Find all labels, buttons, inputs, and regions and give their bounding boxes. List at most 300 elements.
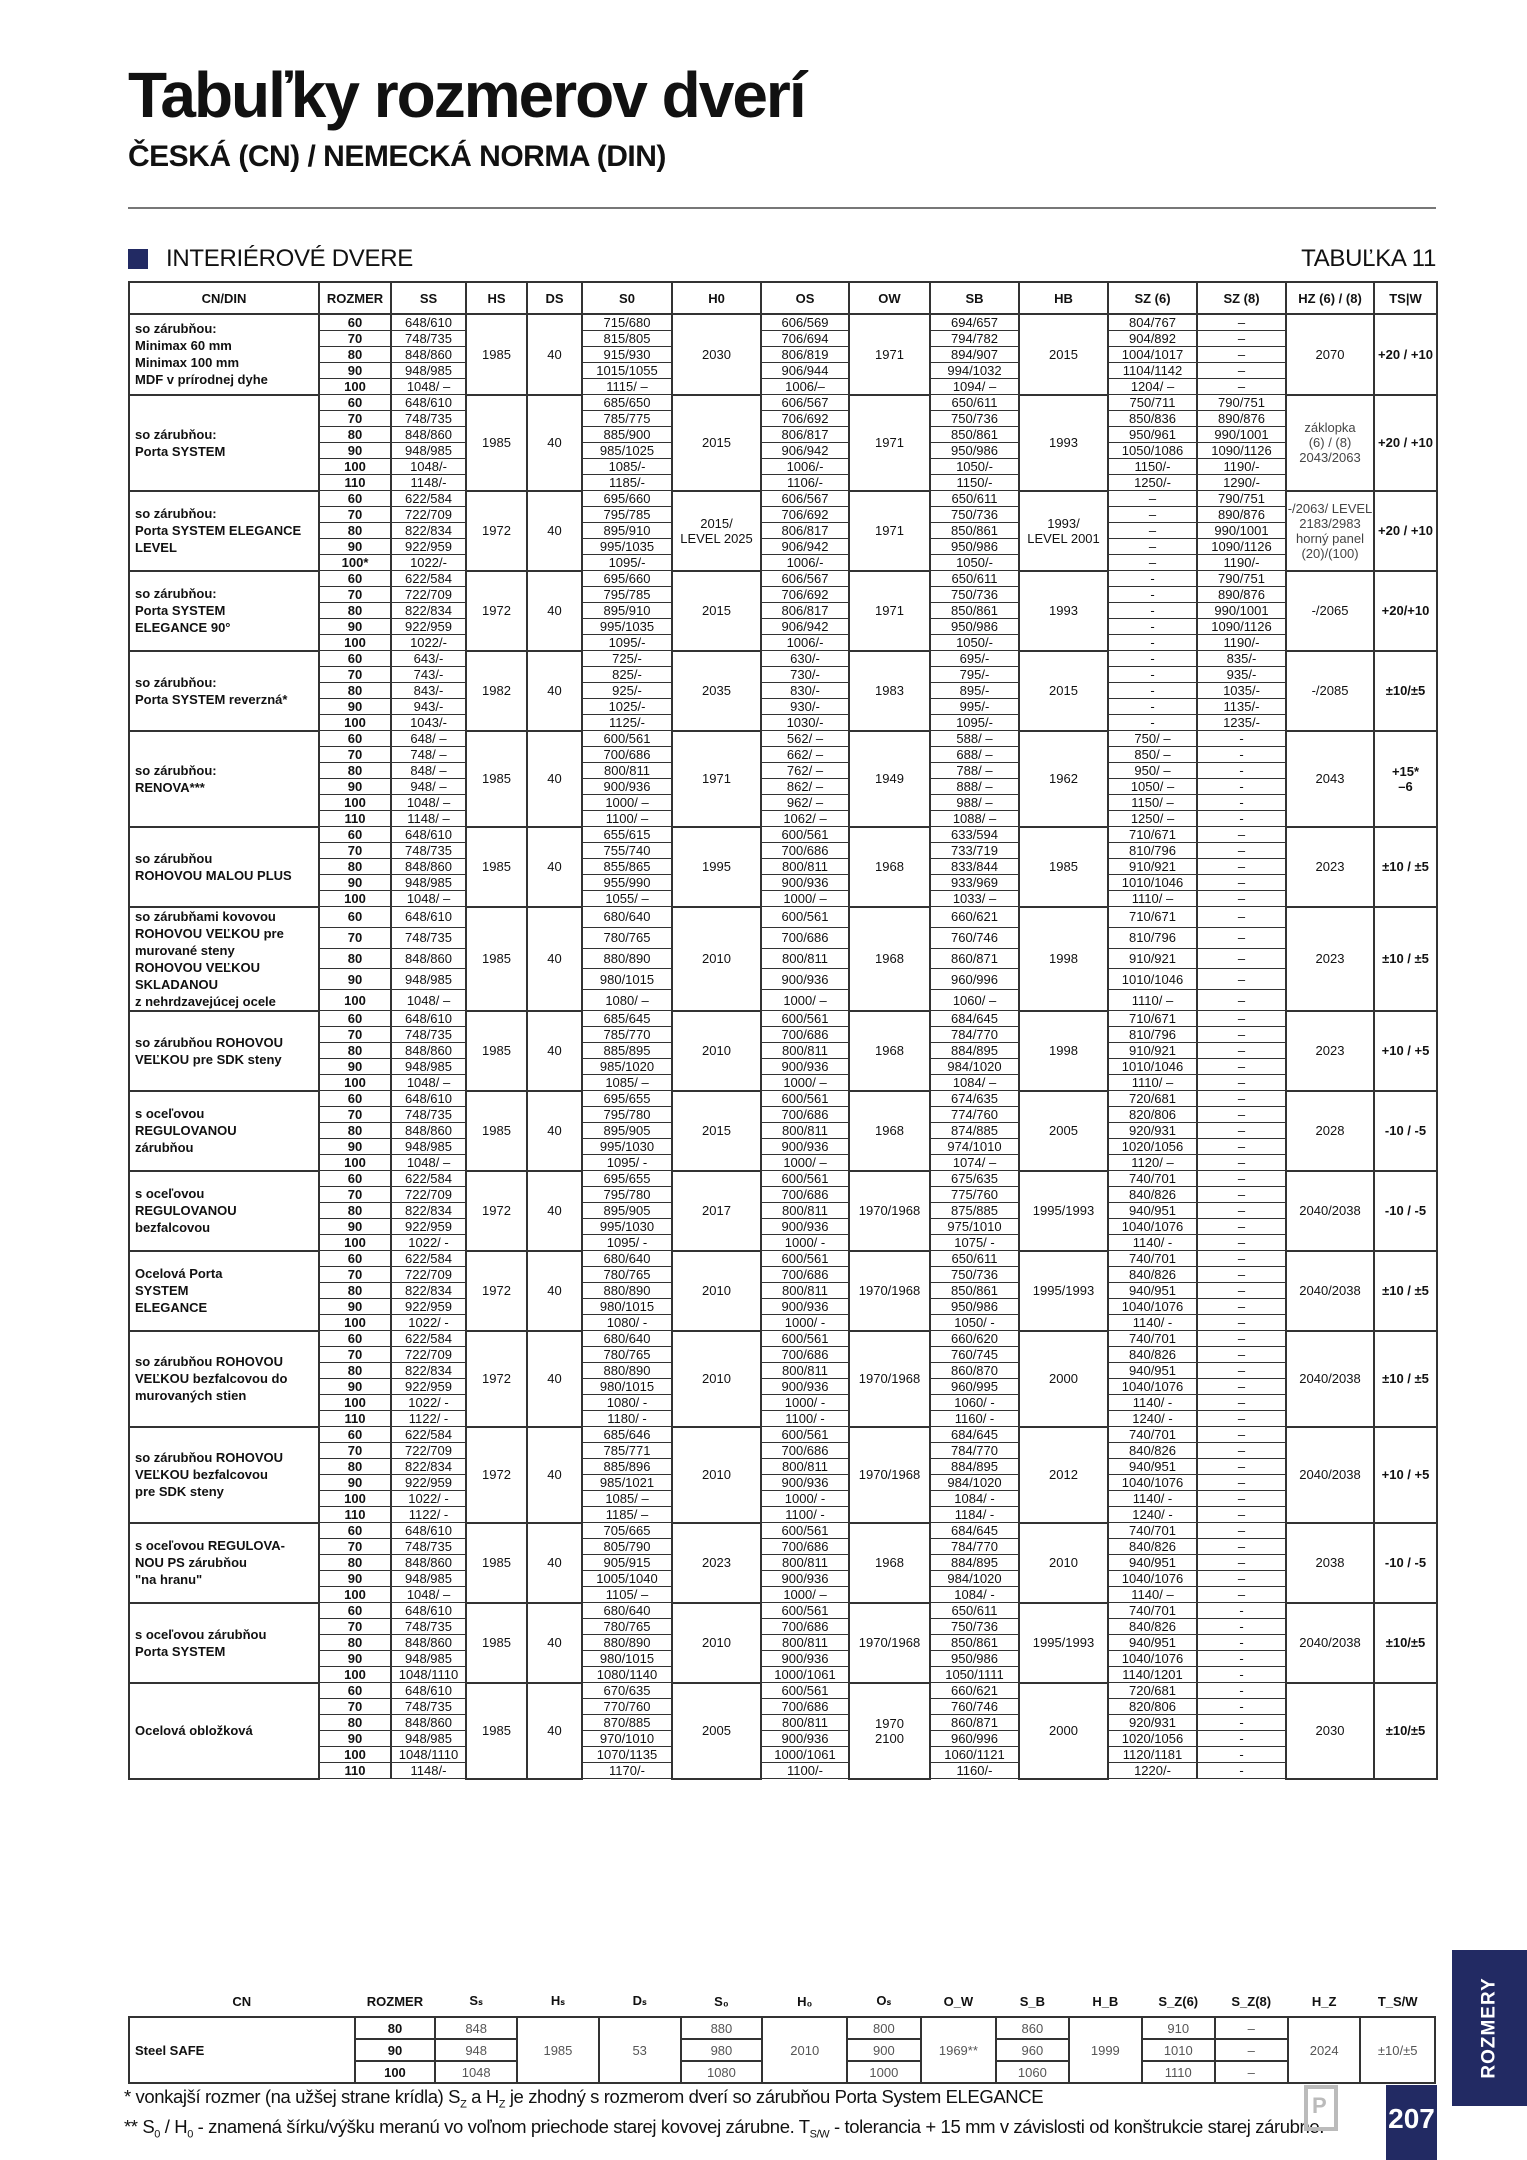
cell-os: 1000/ –	[761, 1587, 849, 1603]
table-row	[129, 1699, 1437, 1715]
cell-os: 800/811	[761, 1363, 849, 1379]
cell-sz8: –	[1197, 1571, 1286, 1587]
cell-sz8: –	[1197, 1507, 1286, 1523]
cell-rozmer: 80	[319, 347, 391, 363]
cell-sb: 1084/ -	[930, 1587, 1019, 1603]
cell-sz8: –	[1197, 379, 1286, 395]
cell-sz8: –	[1197, 1043, 1286, 1059]
cell-h0: 2010	[672, 1603, 761, 1683]
cell-sz6: 1140/ –	[1108, 1587, 1197, 1603]
cell-ss: 748/735	[391, 1107, 466, 1123]
steel-safe-column-header: T_S/W	[1377, 1993, 1418, 2009]
table-row	[129, 1443, 1437, 1459]
cell-sz6: 1140/1201	[1108, 1667, 1197, 1683]
cell-s0: 1080/ -	[582, 1315, 672, 1331]
table-row	[129, 1107, 1437, 1123]
cell-sz6: 740/701	[1108, 1427, 1197, 1443]
cell-rozmer: 90	[319, 363, 391, 379]
steel-safe-column-header: Sₛ	[469, 1993, 483, 2008]
table-row	[129, 1379, 1437, 1395]
cell-sb: 888/ –	[930, 779, 1019, 795]
cell-sz6: 710/671	[1108, 1011, 1197, 1027]
cell-os: 900/936	[761, 1219, 849, 1235]
product-label: Steel SAFE	[129, 2017, 355, 2083]
cell-os: 600/561	[761, 1603, 849, 1619]
cell-h0: 1995	[672, 827, 761, 907]
cell-ss: 748/735	[391, 331, 466, 347]
cell-sz6: 820/806	[1108, 1699, 1197, 1715]
cell-rozmer: 70	[319, 507, 391, 523]
cell-rozmer: 60	[319, 571, 391, 587]
cell-os: 806/817	[761, 603, 849, 619]
cell-hb: 2010	[1019, 1523, 1108, 1603]
cell-hs: 1985	[466, 1091, 527, 1171]
cell-sb: 1050/ -	[930, 1315, 1019, 1331]
cell-sz8: –	[1197, 1267, 1286, 1283]
cell-ds: 40	[527, 651, 582, 731]
steel-safe-column-header: CN	[232, 1993, 252, 2009]
cell-sz8: –	[1197, 1411, 1286, 1427]
cell-os: 600/561	[761, 1331, 849, 1347]
cell-sz8: –	[1197, 1347, 1286, 1363]
cell-sb: 1060/ -	[930, 1395, 1019, 1411]
cell-sz8: –	[1197, 990, 1286, 1011]
cell-os: 900/936	[761, 1571, 849, 1587]
steel-safe-column-header: Oₛ	[876, 1993, 892, 2008]
cell-sb: 960/996	[930, 1731, 1019, 1747]
cell-ss: 948/ –	[391, 779, 466, 795]
cell-hz: 2023	[1286, 907, 1374, 1011]
cell-os: 930/-	[761, 699, 849, 715]
cell-ds: 53	[599, 2017, 681, 2083]
cell-sz6: 1010	[1142, 2039, 1214, 2061]
cell-sz8: –	[1197, 1555, 1286, 1571]
cell-ow: 1949	[849, 731, 930, 827]
cell-rozmer: 60	[319, 491, 391, 507]
cell-ss: 648/ –	[391, 731, 466, 747]
table-row	[129, 1139, 1437, 1155]
cell-ss: 848/860	[391, 1715, 466, 1731]
cell-rozmer: 100	[319, 715, 391, 731]
product-label: so zárubňou: Porta SYSTEM ELEGANCE LEVEL	[129, 491, 319, 571]
cell-rozmer: 70	[319, 1699, 391, 1715]
cell-sz8: –	[1197, 1027, 1286, 1043]
cell-ss: 722/709	[391, 1443, 466, 1459]
cell-rozmer: 80	[319, 1283, 391, 1299]
cell-s0: 1025/-	[582, 699, 672, 715]
cell-sz6: -	[1108, 651, 1197, 667]
cell-sz8: –	[1197, 843, 1286, 859]
cell-rozmer: 70	[319, 1267, 391, 1283]
cell-sz8: –	[1197, 1059, 1286, 1075]
cell-os: 706/692	[761, 411, 849, 427]
cell-sz6: 1020/1056	[1108, 1139, 1197, 1155]
cell-s0: 795/780	[582, 1107, 672, 1123]
cell-sb: 1050/-	[930, 555, 1019, 571]
cell-sz6: -	[1108, 571, 1197, 587]
cell-hz: 2030	[1286, 1683, 1374, 1779]
cell-os: 900/936	[761, 1651, 849, 1667]
cell-sz8: –	[1197, 1299, 1286, 1315]
cell-sz8: –	[1197, 1379, 1286, 1395]
table-row	[129, 1171, 1437, 1187]
cell-os: 600/561	[761, 907, 849, 928]
cell-rozmer: 70	[319, 747, 391, 763]
cell-sb: 760/746	[930, 927, 1019, 948]
cell-s0: 1000/ –	[582, 795, 672, 811]
cell-sz6: 740/701	[1108, 1523, 1197, 1539]
table-row	[129, 603, 1437, 619]
cell-rozmer: 100	[319, 1155, 391, 1171]
cell-os: 706/692	[761, 587, 849, 603]
cell-sz8: –	[1197, 891, 1286, 907]
cell-ow: 1970/1968	[849, 1251, 930, 1331]
cell-s0: 780/765	[582, 927, 672, 948]
cell-sb: 660/621	[930, 907, 1019, 928]
cell-sb: 984/1020	[930, 1571, 1019, 1587]
cell-os: 806/819	[761, 347, 849, 363]
cell-sb: 760/745	[930, 1347, 1019, 1363]
cell-sb: 750/736	[930, 507, 1019, 523]
cell-sz8: –	[1197, 1395, 1286, 1411]
cell-rozmer: 90	[319, 619, 391, 635]
cell-rozmer: 80	[319, 1459, 391, 1475]
cell-os: 1000/1061	[761, 1667, 849, 1683]
cell-s0: 1015/1055	[582, 363, 672, 379]
table-row	[129, 1251, 1437, 1267]
table-row	[129, 1187, 1437, 1203]
cell-os: 1006/-	[761, 459, 849, 475]
cell-s0: 800/811	[582, 763, 672, 779]
cell-hs: 1985	[466, 907, 527, 1011]
cell-s0: 1095/-	[582, 635, 672, 651]
side-tab-rozmery[interactable]	[1452, 1950, 1527, 2106]
cell-sz6: 1110/ –	[1108, 891, 1197, 907]
table-row	[129, 1731, 1437, 1747]
cell-sb: 750/736	[930, 1267, 1019, 1283]
footnote-1: * vonkajší rozmer (na užšej strane krídla) $S_Z$ a $H_Z$ je zhodný s rozmerom dverí so zárubňou Porta System ELEGANCE	[124, 2086, 1044, 2111]
cell-hz: 2038	[1286, 1523, 1374, 1603]
cell-hz: 2040/2038	[1286, 1603, 1374, 1683]
cell-rozmer: 90	[319, 1139, 391, 1155]
cell-sb: 895/-	[930, 683, 1019, 699]
cell-os: 1000/ -	[761, 1491, 849, 1507]
cell-sz8: –	[1197, 1539, 1286, 1555]
table-row	[129, 1011, 1437, 1027]
cell-ds: 40	[527, 1427, 582, 1523]
cell-s0: 1085/-	[582, 459, 672, 475]
cell-os: 900	[847, 2039, 920, 2061]
cell-ts: ±10/±5	[1374, 1603, 1437, 1683]
cell-rozmer: 80	[319, 1363, 391, 1379]
cell-ts: -10 / -5	[1374, 1171, 1437, 1251]
table-row	[129, 763, 1437, 779]
cell-sb: 784/770	[930, 1443, 1019, 1459]
cell-rozmer: 110	[319, 1411, 391, 1427]
cell-s0: 1185/-	[582, 475, 672, 491]
cell-sz6: 940/951	[1108, 1203, 1197, 1219]
cell-h0: 2005	[672, 1683, 761, 1779]
cell-os: 800/811	[761, 1283, 849, 1299]
cell-sz8: –	[1197, 1491, 1286, 1507]
cell-sb: 774/760	[930, 1107, 1019, 1123]
cell-s0: 895/910	[582, 523, 672, 539]
cell-ss: 948/985	[391, 1059, 466, 1075]
cell-s0: 1095/ -	[582, 1235, 672, 1251]
cell-rozmer: 100	[319, 891, 391, 907]
cell-s0: 695/655	[582, 1091, 672, 1107]
cell-sz6: 1240/ -	[1108, 1411, 1197, 1427]
cell-os: 800/811	[761, 1123, 849, 1139]
cell-sb: 960	[996, 2039, 1068, 2061]
cell-sz6: 920/931	[1108, 1715, 1197, 1731]
cell-rozmer: 110	[319, 1763, 391, 1779]
cell-hb: 1993	[1019, 571, 1108, 651]
cell-ss: 943/-	[391, 699, 466, 715]
cell-sz8: –	[1197, 1587, 1286, 1603]
cell-os: 700/686	[761, 1443, 849, 1459]
cell-os: 700/686	[761, 927, 849, 948]
table-row	[129, 1123, 1437, 1139]
cell-h0: 2010	[762, 2017, 847, 2083]
table-row	[129, 1587, 1437, 1603]
cell-sz8: –	[1197, 1251, 1286, 1267]
cell-ts: ±10 / ±5	[1374, 1331, 1437, 1427]
cell-ts: ±10/±5	[1360, 2017, 1435, 2083]
cell-sb: 650/611	[930, 571, 1019, 587]
cell-sb: 884/895	[930, 1459, 1019, 1475]
cell-sz6: 1040/1076	[1108, 1379, 1197, 1395]
cell-s0: 855/865	[582, 859, 672, 875]
cell-rozmer: 90	[319, 1219, 391, 1235]
table-row	[129, 635, 1437, 651]
cell-s0: 685/645	[582, 1011, 672, 1027]
cell-hb: 1999	[1069, 2017, 1142, 2083]
steel-safe-column-header: O_W	[943, 1993, 974, 2009]
table-row	[129, 795, 1437, 811]
cell-ss: 843/-	[391, 683, 466, 699]
cell-s0: 880/890	[582, 948, 672, 969]
cell-s0: 980/1015	[582, 969, 672, 990]
cell-sz8: –	[1197, 1427, 1286, 1443]
table-row	[129, 1427, 1437, 1443]
cell-ss: 822/834	[391, 1283, 466, 1299]
cell-hb: 2000	[1019, 1683, 1108, 1779]
cell-ss: 743/-	[391, 667, 466, 683]
cell-s0: 695/655	[582, 1171, 672, 1187]
cell-ss: 1043/-	[391, 715, 466, 731]
cell-ss: 622/584	[391, 1331, 466, 1347]
cell-s0: 1100/ –	[582, 811, 672, 827]
cell-sb: 984/1020	[930, 1475, 1019, 1491]
cell-sz8: 1235/-	[1197, 715, 1286, 731]
cell-sz8: 990/1001	[1197, 427, 1286, 443]
cell-hb: 1993	[1019, 395, 1108, 491]
cell-s0: 1005/1040	[582, 1571, 672, 1587]
footnote-2: ** $S_0 / H_0$ - znamená šírku/výšku meranú vo voľnom priechode starej kovovej zárubne. $T_{S/W}$ - tolerancia + 15 mm v závislosti od konštrukcie starej zárubne.	[124, 2115, 1325, 2141]
cell-hs: 1985	[466, 1523, 527, 1603]
column-header: HS	[466, 282, 527, 314]
cell-ow: 1971	[849, 491, 930, 571]
cell-h0: 2015/ LEVEL 2025	[672, 491, 761, 571]
cell-ow: 1970/1968	[849, 1427, 930, 1523]
cell-ds: 40	[527, 1011, 582, 1091]
cell-sb: 850/861	[930, 603, 1019, 619]
cell-ow: 1970/1968	[849, 1171, 930, 1251]
table-row	[129, 969, 1437, 990]
cell-ss: 643/-	[391, 651, 466, 667]
cell-sz8: -	[1197, 1731, 1286, 1747]
cell-os: 900/936	[761, 1059, 849, 1075]
cell-s0: 795/780	[582, 1187, 672, 1203]
cell-sb: 860/870	[930, 1363, 1019, 1379]
cell-ow: 1968	[849, 827, 930, 907]
cell-os: 1000/ –	[761, 990, 849, 1011]
cell-hb: 2012	[1019, 1427, 1108, 1523]
cell-sb: 633/594	[930, 827, 1019, 843]
cell-rozmer: 60	[319, 731, 391, 747]
table-row	[129, 331, 1437, 347]
cell-sz6: 1040/1076	[1108, 1571, 1197, 1587]
cell-rozmer: 90	[319, 1475, 391, 1491]
cell-s0: 670/635	[582, 1683, 672, 1699]
cell-os: 800/811	[761, 1635, 849, 1651]
cell-sz8: -	[1197, 1651, 1286, 1667]
cell-sb: 750/736	[930, 411, 1019, 427]
cell-h0: 1971	[672, 731, 761, 827]
cell-sb: 988/ –	[930, 795, 1019, 811]
cell-sb: 1095/-	[930, 715, 1019, 731]
table-row	[129, 587, 1437, 603]
column-header: TS|W	[1374, 282, 1437, 314]
steel-safe-row	[129, 2017, 1435, 2039]
cell-hz: 2028	[1286, 1091, 1374, 1171]
cell-sz8: 935/-	[1197, 667, 1286, 683]
cell-sz6: –	[1108, 539, 1197, 555]
cell-sz8: -	[1197, 1683, 1286, 1699]
cell-os: 600/561	[761, 1427, 849, 1443]
cell-s0: 780/765	[582, 1619, 672, 1635]
cell-sb: 695/-	[930, 651, 1019, 667]
cell-rozmer: 60	[319, 907, 391, 928]
table-row	[129, 491, 1437, 507]
cell-ss: 848/860	[391, 1043, 466, 1059]
cell-sz6: 1120/1181	[1108, 1747, 1197, 1763]
cell-ss: 748/735	[391, 1619, 466, 1635]
cell-rozmer: 110	[319, 1507, 391, 1523]
column-header: OS	[761, 282, 849, 314]
product-label: so zárubňou: RENOVA***	[129, 731, 319, 827]
cell-ss: 722/709	[391, 1267, 466, 1283]
cell-hb: 1998	[1019, 1011, 1108, 1091]
table-row	[129, 1539, 1437, 1555]
cell-sz8: –	[1197, 1315, 1286, 1331]
cell-os: 600/561	[761, 1171, 849, 1187]
cell-s0: 980/1015	[582, 1651, 672, 1667]
cell-rozmer: 90	[355, 2039, 436, 2061]
table-row	[129, 571, 1437, 587]
table-row	[129, 1475, 1437, 1491]
cell-s0: 1105/ –	[582, 1587, 672, 1603]
cell-ss: 748/735	[391, 927, 466, 948]
cell-sb: 1075/ -	[930, 1235, 1019, 1251]
cell-ts: +15* –6	[1374, 731, 1437, 827]
table-row	[129, 539, 1437, 555]
cell-rozmer: 70	[319, 1443, 391, 1459]
cell-sb: 884/895	[930, 1043, 1019, 1059]
cell-s0: 1070/1135	[582, 1747, 672, 1763]
cell-ss: 1048/1110	[391, 1747, 466, 1763]
cell-s0: 1115/ –	[582, 379, 672, 395]
cell-hz: 2023	[1286, 1011, 1374, 1091]
cell-ds: 40	[527, 1331, 582, 1427]
cell-rozmer: 90	[319, 969, 391, 990]
cell-rozmer: 90	[319, 539, 391, 555]
cell-sz8: -	[1197, 1603, 1286, 1619]
cell-os: 1030/-	[761, 715, 849, 731]
cell-sz6: 1150/ –	[1108, 795, 1197, 811]
cell-sb: 995/-	[930, 699, 1019, 715]
cell-rozmer: 80	[319, 683, 391, 699]
cell-rozmer: 80	[319, 427, 391, 443]
cell-s0: 695/660	[582, 491, 672, 507]
column-header: HB	[1019, 282, 1108, 314]
cell-rozmer: 60	[319, 1523, 391, 1539]
cell-sz8: -	[1197, 747, 1286, 763]
table-row	[129, 1059, 1437, 1075]
side-tab-label: ROZMERY	[1478, 1977, 1500, 2079]
cell-sz8: –	[1197, 331, 1286, 347]
cell-sz6: 1120/ –	[1108, 1155, 1197, 1171]
cell-s0: 985/1025	[582, 443, 672, 459]
cell-sz8: -	[1197, 811, 1286, 827]
cell-hz: 2040/2038	[1286, 1171, 1374, 1251]
cell-sz8: –	[1215, 2017, 1288, 2039]
cell-ss: 748/735	[391, 411, 466, 427]
table-row	[129, 1331, 1437, 1347]
table-row	[129, 1747, 1437, 1763]
column-header: ROZMER	[319, 282, 391, 314]
cell-rozmer: 100	[319, 1075, 391, 1091]
cell-ss: 1148/-	[391, 1763, 466, 1779]
cell-sz8: –	[1197, 1123, 1286, 1139]
cell-ss: 648/610	[391, 314, 466, 331]
steel-safe-column-header: ROZMER	[366, 1993, 424, 2009]
cell-s0: 895/905	[582, 1123, 672, 1139]
cell-os: 700/686	[761, 1619, 849, 1635]
cell-rozmer: 70	[319, 1539, 391, 1555]
cell-sz6: 1110/ –	[1108, 990, 1197, 1011]
cell-os: 700/686	[761, 1027, 849, 1043]
cell-os: 730/-	[761, 667, 849, 683]
cell-sb: 784/770	[930, 1027, 1019, 1043]
door-dimensions-table	[128, 281, 1438, 1780]
cell-rozmer: 70	[319, 411, 391, 427]
cell-rozmer: 100*	[319, 555, 391, 571]
cell-sz6: –	[1108, 555, 1197, 571]
cell-os: 900/936	[761, 875, 849, 891]
cell-rozmer: 60	[319, 827, 391, 843]
cell-ss: 848/860	[391, 347, 466, 363]
cell-sb: 750/736	[930, 587, 1019, 603]
cell-sb: 650/611	[930, 395, 1019, 411]
cell-sz6: 840/826	[1108, 1539, 1197, 1555]
cell-ow: 1968	[849, 1523, 930, 1603]
cell-ss: 748/735	[391, 843, 466, 859]
cell-hs: 1982	[466, 651, 527, 731]
cell-sz6: 710/671	[1108, 827, 1197, 843]
cell-h0: 2010	[672, 1251, 761, 1331]
